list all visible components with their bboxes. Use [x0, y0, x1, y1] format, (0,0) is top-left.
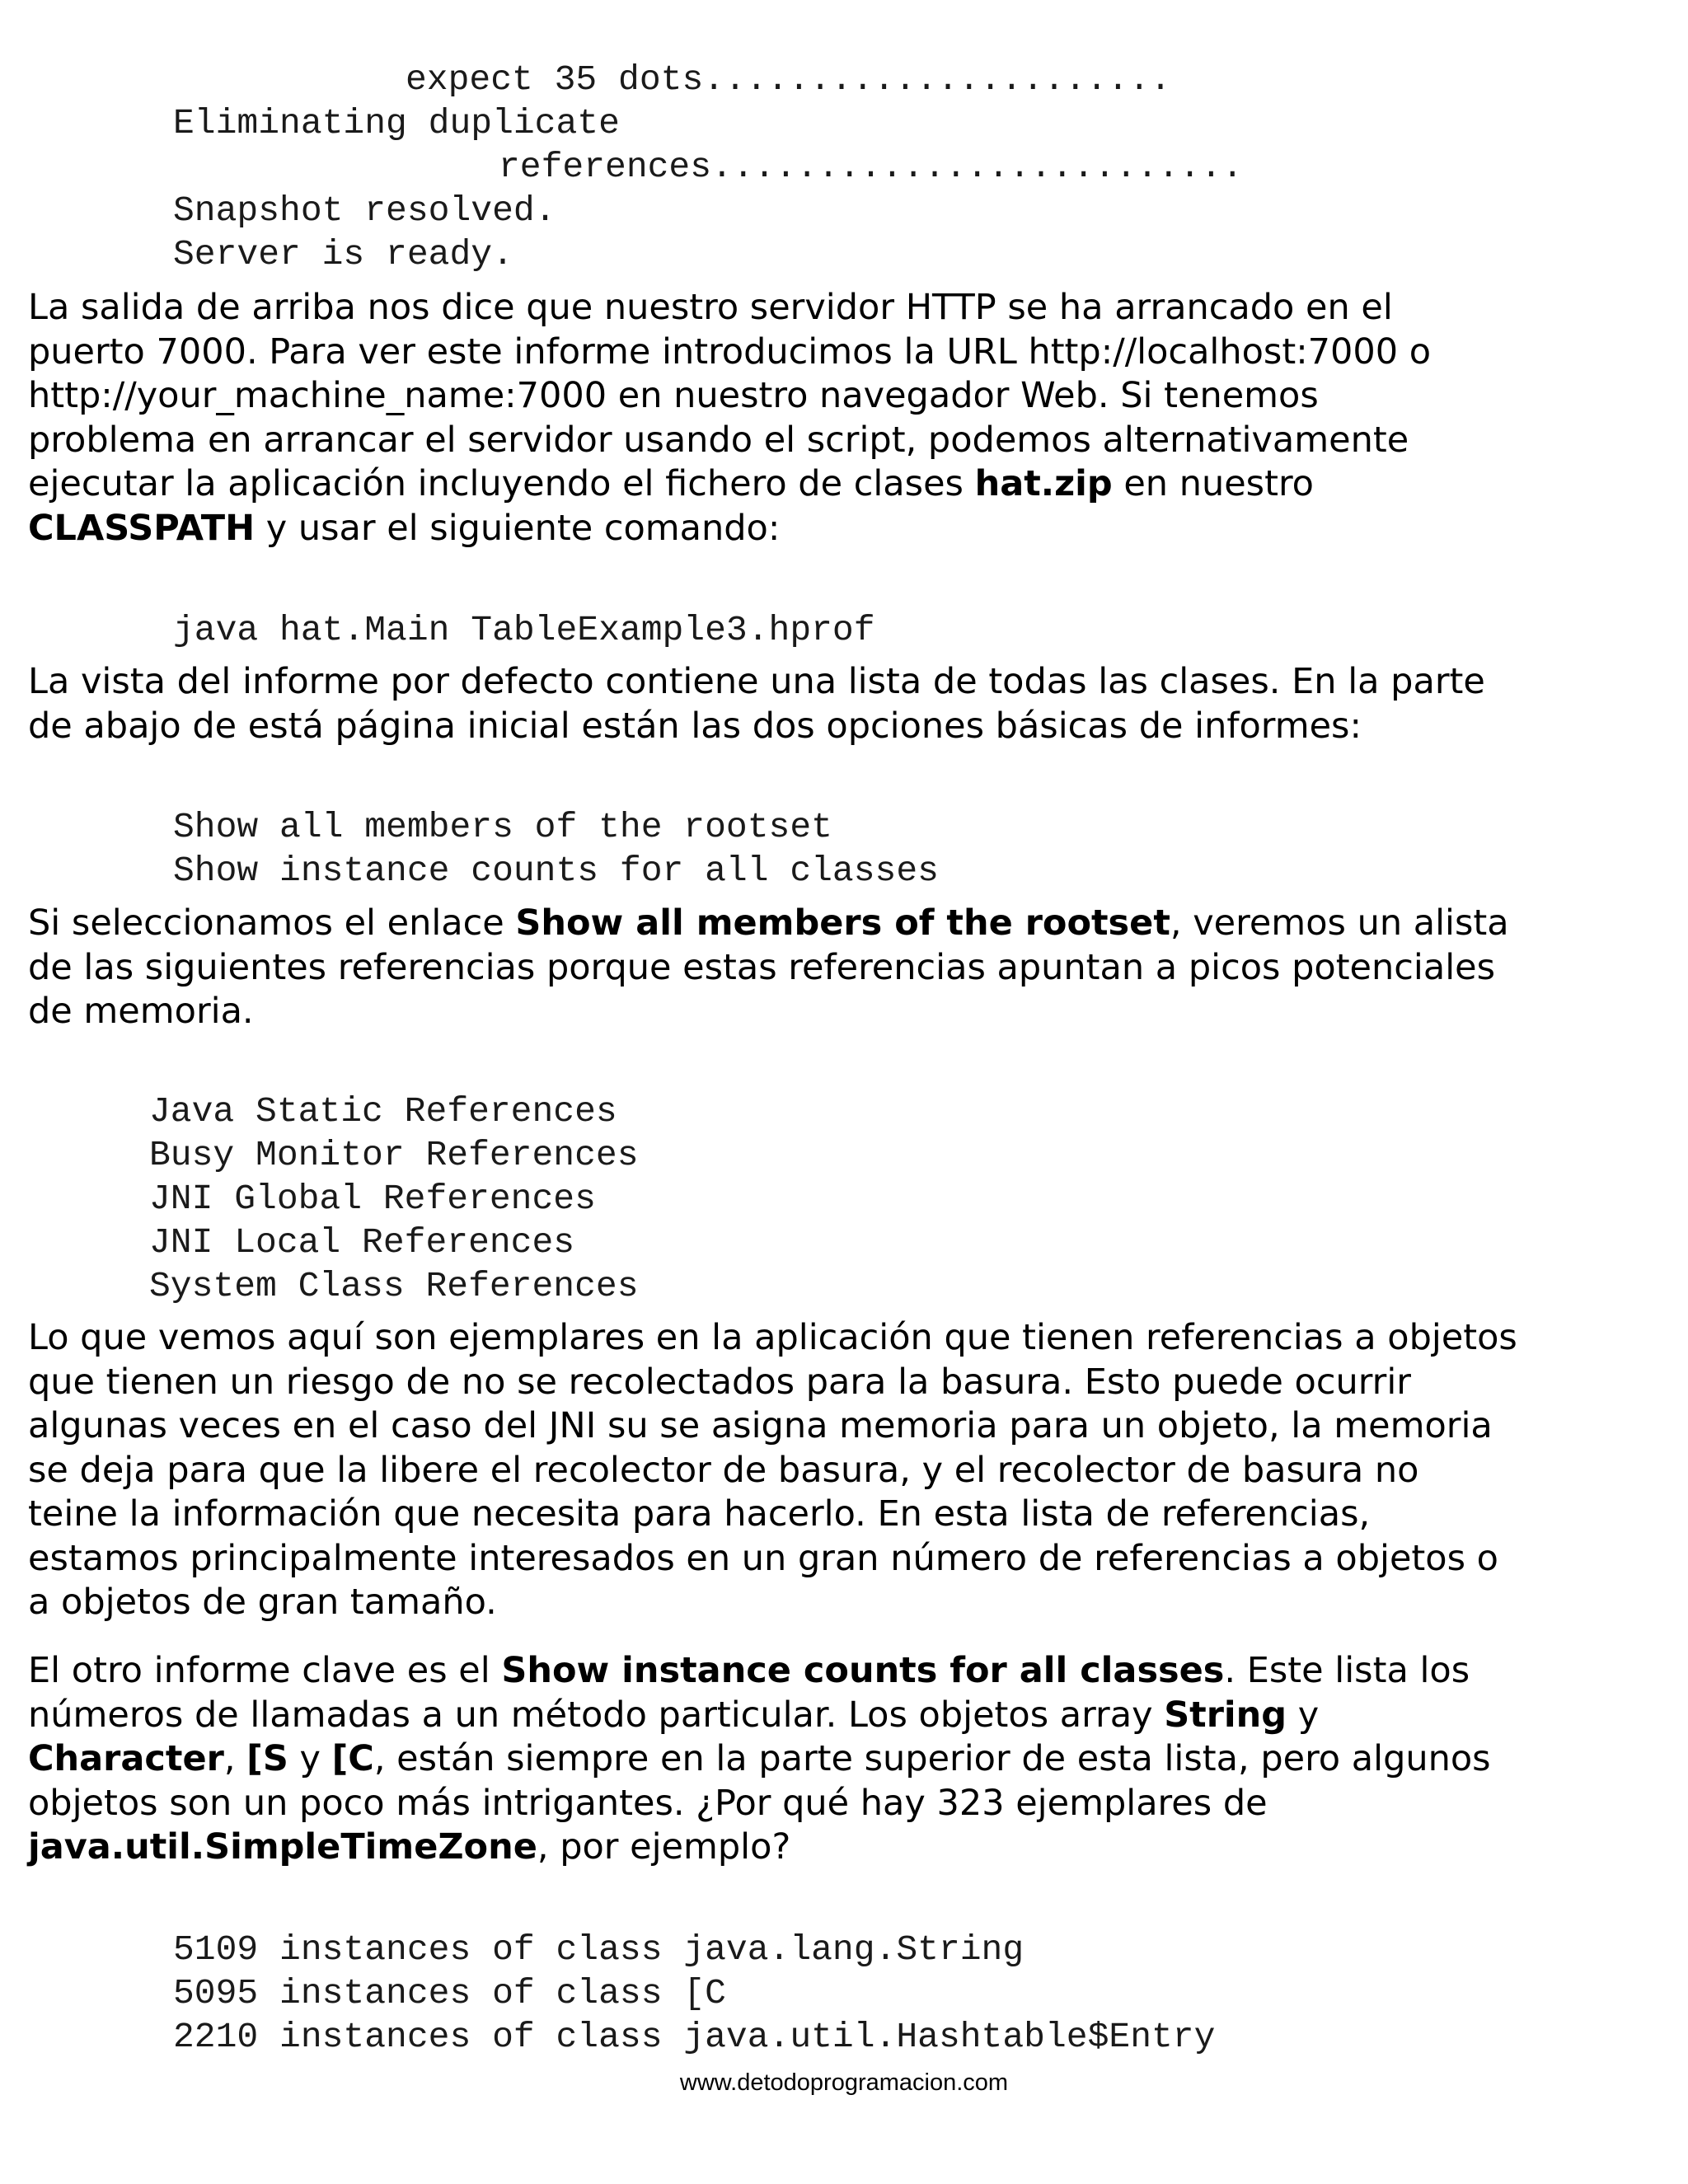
text-line: objetos son un poco más intrigantes. ¿Por qué hay 323 ejemplares de — [28, 1782, 1268, 1824]
code-line: JNI Global References — [149, 1179, 596, 1219]
code-line: 5095 instances of class [C — [173, 1973, 726, 2013]
text-line: problema en arrancar el servidor usando el script, podemos alternativamente — [28, 419, 1409, 461]
text-span: y usar el siguiente comando: — [255, 507, 781, 549]
code-line: Show instance counts for all classes — [173, 851, 939, 891]
text-line — [28, 1649, 1676, 1694]
text-span: en nuestro — [1112, 463, 1314, 504]
text-span: El otro informe clave es el — [28, 1650, 502, 1691]
text-span: Si seleccionamos el enlace — [28, 902, 516, 944]
bold-term: Show instance counts for all classes — [501, 1650, 1225, 1691]
bold-term: java.util.SimpleTimeZone — [28, 1826, 537, 1868]
text-line — [28, 507, 1676, 551]
text-line: La salida de arriba nos dice que nuestro servidor HTTP se ha arrancado en el — [28, 287, 1393, 328]
text-line — [28, 1694, 1676, 1738]
bold-term: [S — [246, 1738, 288, 1779]
paragraph-3 — [28, 902, 1676, 1034]
code-line: expect 35 dots...................... — [406, 59, 1171, 100]
text-line — [28, 902, 1676, 946]
code-line: JNI Local References — [149, 1222, 575, 1263]
code-line: Java Static References — [149, 1091, 617, 1132]
text-line — [28, 1737, 1676, 1782]
text-span: y — [288, 1738, 332, 1779]
footer-url: www.detodoprogramacion.com — [679, 2069, 1009, 2096]
paragraph-1 — [28, 286, 1676, 551]
code-line: Snapshot resolved. — [173, 190, 556, 231]
text-span: , veremos un alista — [1170, 902, 1509, 944]
text-span: , por ejemplo? — [537, 1826, 791, 1868]
text-line: que tienen un riesgo de no se recolectados para la basura. Esto puede ocurrir — [28, 1361, 1411, 1403]
code-line: java hat.Main TableExample3.hprof — [173, 610, 875, 650]
code-line: 5109 instances of class java.lang.String — [173, 1929, 1025, 1970]
bold-term: [C — [331, 1738, 374, 1779]
code-line: Show all members of the rootset — [173, 807, 832, 847]
code-line: System Class References — [149, 1266, 639, 1306]
paragraph-5 — [28, 1649, 1676, 1870]
code-line: 2210 instances of class java.util.Hashtable$Entry — [173, 2017, 1216, 2057]
text-line: estamos principalmente interesados en un gran número de referencias a objetos o — [28, 1537, 1498, 1579]
code-line: references......................... — [499, 147, 1244, 187]
code-line: Server is ready. — [173, 234, 513, 274]
bold-term: String — [1164, 1694, 1287, 1736]
text-span: números de llamadas a un método particular. Los objetos array — [28, 1694, 1165, 1736]
text-span: , — [223, 1738, 247, 1779]
text-line: de las siguientes referencias porque estas referencias apuntan a picos potenciales — [28, 946, 1496, 988]
bold-term: Show all members of the rootset — [515, 902, 1170, 944]
text-line: puerto 7000. Para ver este informe introducimos la URL http://localhost:7000 o — [28, 330, 1432, 373]
text-line — [28, 1825, 1676, 1870]
paragraph-2 — [28, 660, 1676, 748]
text-span: ejecutar la aplicación incluyendo el fichero de clases — [28, 463, 975, 504]
text-span: y — [1287, 1694, 1320, 1736]
text-line: se deja para que la libere el recolector de basura, y el recolector de basura no — [28, 1449, 1419, 1491]
text-line: a objetos de gran tamaño. — [28, 1582, 497, 1623]
paragraph-4 — [28, 1316, 1676, 1625]
text-span: , están siempre en la parte superior de esta lista, pero algunos — [373, 1738, 1491, 1779]
text-line: http://your_machine_name:7000 en nuestro navegador Web. Si tenemos — [28, 375, 1319, 416]
code-line: Busy Monitor References — [149, 1135, 639, 1175]
code-line: Eliminating duplicate — [173, 103, 620, 143]
bold-term: CLASSPATH — [28, 507, 256, 549]
text-line: teine la información que necesita para hacerlo. En esta lista de referencias, — [28, 1493, 1371, 1535]
text-line: La vista del informe por defecto contiene una lista de todas las clases. En la parte — [28, 661, 1485, 702]
text-line: algunas veces en el caso del JNI su se asigna memoria para un objeto, la memoria — [28, 1405, 1493, 1446]
text-line: de memoria. — [28, 991, 254, 1032]
bold-term: Character — [28, 1738, 224, 1779]
text-span: . Este lista los — [1224, 1650, 1470, 1691]
text-line: de abajo de está página inicial están las dos opciones básicas de informes: — [28, 705, 1362, 747]
text-line — [28, 462, 1676, 507]
text-line: Lo que vemos aquí son ejemplares en la aplicación que tienen referencias a objetos — [28, 1317, 1517, 1358]
bold-term: hat.zip — [974, 463, 1113, 504]
